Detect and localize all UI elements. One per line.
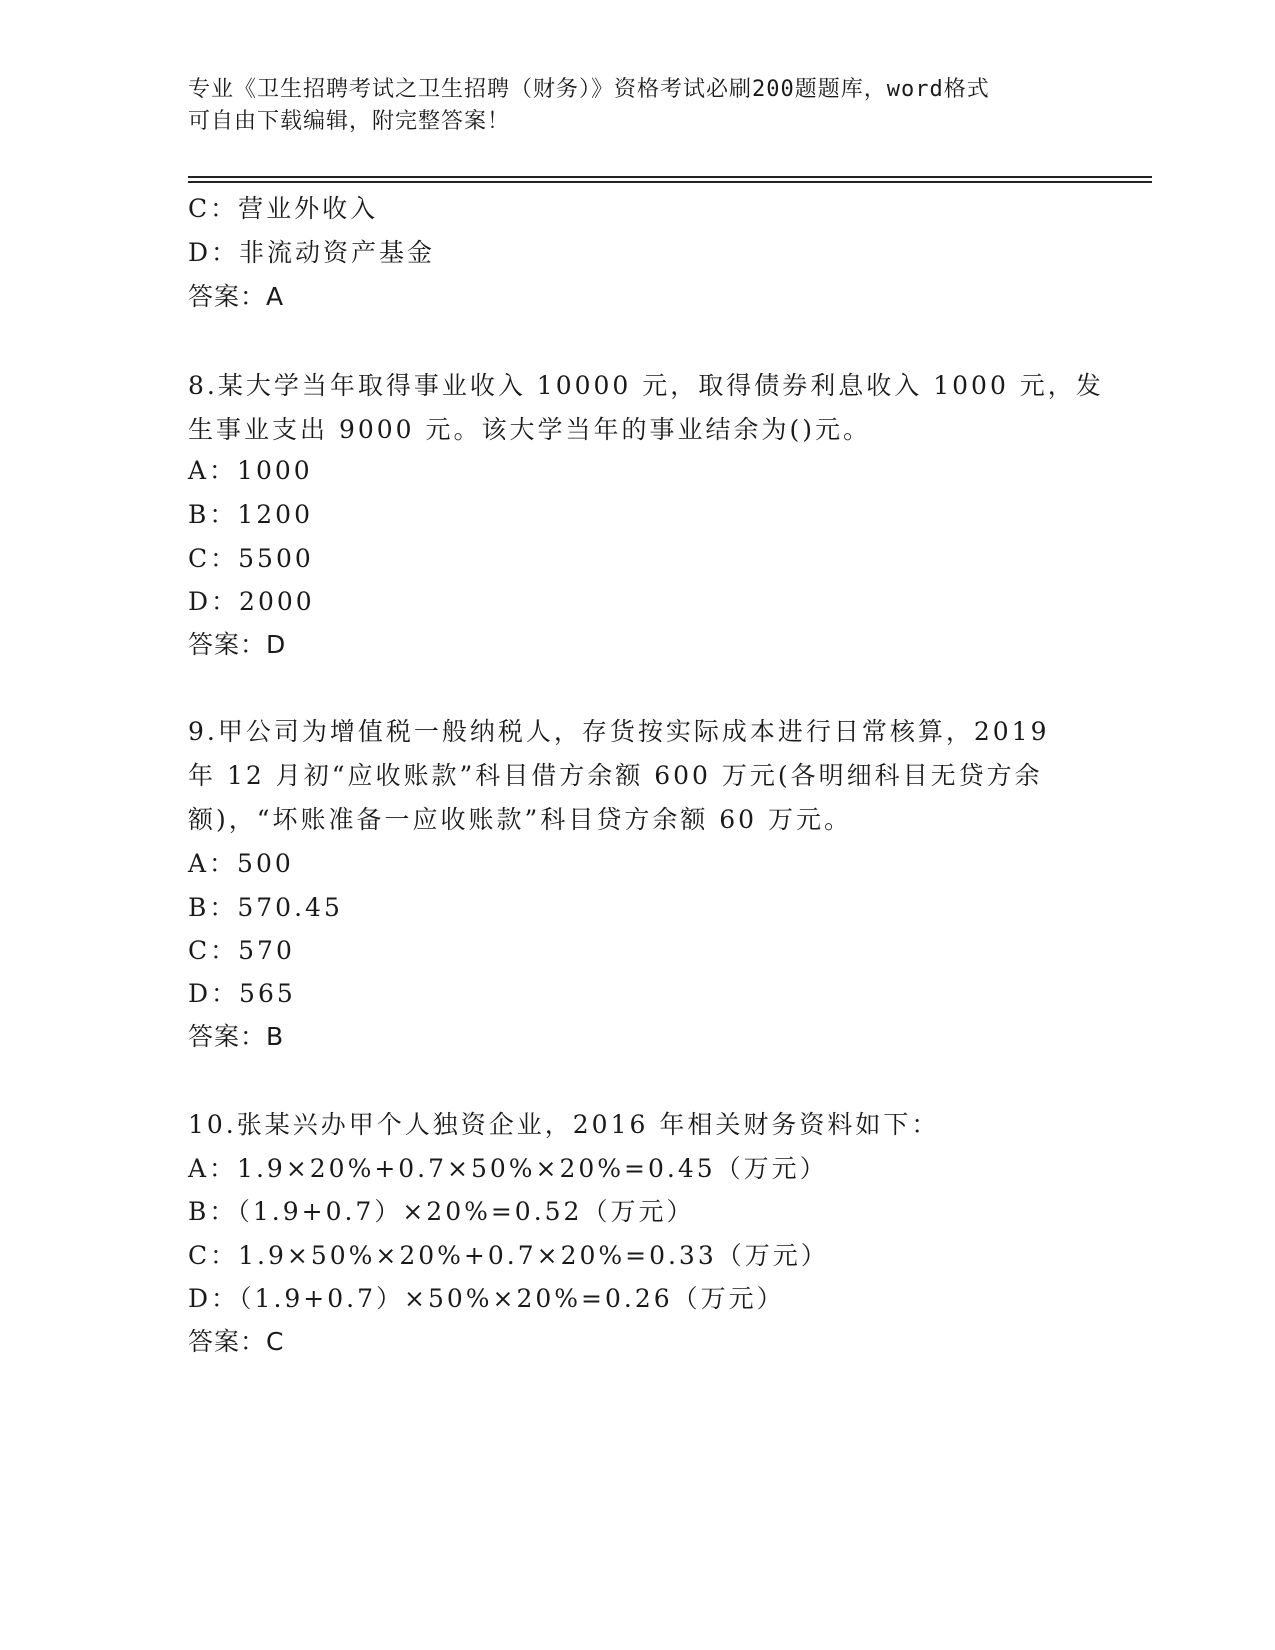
- q10-option-c: C：1.9×50%×20%+0.7×20%=0.33（万元）: [188, 1241, 829, 1270]
- q8-stem-line-2: 生事业支出 9000 元。该大学当年的事业结余为()元。: [188, 415, 872, 444]
- q7-option-c: C：营业外收入: [188, 194, 379, 223]
- q10-stem-line-1: 10.张某兴办甲个人独资企业，2016 年相关财务资料如下：: [188, 1110, 940, 1139]
- q9-option-b: B：570.45: [188, 893, 343, 922]
- q9-option-d: D：565: [188, 979, 296, 1008]
- q7-option-d: D：非流动资产基金: [188, 238, 436, 267]
- header-line-1: 专业《卫生招聘考试之卫生招聘（财务）》资格考试必刷200题题库，word格式: [188, 77, 990, 102]
- q8-option-b: B：1200: [188, 500, 313, 529]
- q8-answer: 答案：D: [188, 630, 287, 659]
- document-header: [188, 74, 1068, 138]
- q10-option-b: B：（1.9+0.7）×20%=0.52（万元）: [188, 1197, 695, 1226]
- q7-answer: 答案：A: [188, 282, 285, 311]
- q10-option-d: D：（1.9+0.7）×50%×20%=0.26（万元）: [188, 1284, 785, 1313]
- q10-option-a: A：1.9×20%+0.7×50%×20%=0.45（万元）: [188, 1154, 828, 1183]
- header-divider-bottom: [188, 181, 1152, 183]
- q9-option-a: A：500: [188, 849, 294, 878]
- q9-stem-line-3: 额)，“坏账准备一应收账款”科目贷方余额 60 万元。: [188, 805, 853, 834]
- q9-stem-line-2: 年 12 月初“应收账款”科目借方余额 600 万元(各明细科目无贷方余: [188, 761, 1043, 790]
- q9-stem-line-1: 9.甲公司为增值税一般纳税人，存货按实际成本进行日常核算，2019: [188, 717, 1050, 746]
- q8-stem-line-1: 8.某大学当年取得事业收入 10000 元，取得债券利息收入 1000 元，发: [188, 371, 1104, 400]
- q10-answer: 答案：C: [188, 1327, 285, 1356]
- q8-option-c: C：5500: [188, 544, 314, 573]
- q9-answer: 答案：B: [188, 1022, 285, 1051]
- q8-option-d: D：2000: [188, 587, 315, 616]
- header-divider-top: [188, 176, 1152, 178]
- q8-option-a: A：1000: [188, 456, 313, 485]
- q9-option-c: C：570: [188, 936, 295, 965]
- header-line-2: 可自由下载编辑，附完整答案！: [188, 109, 511, 134]
